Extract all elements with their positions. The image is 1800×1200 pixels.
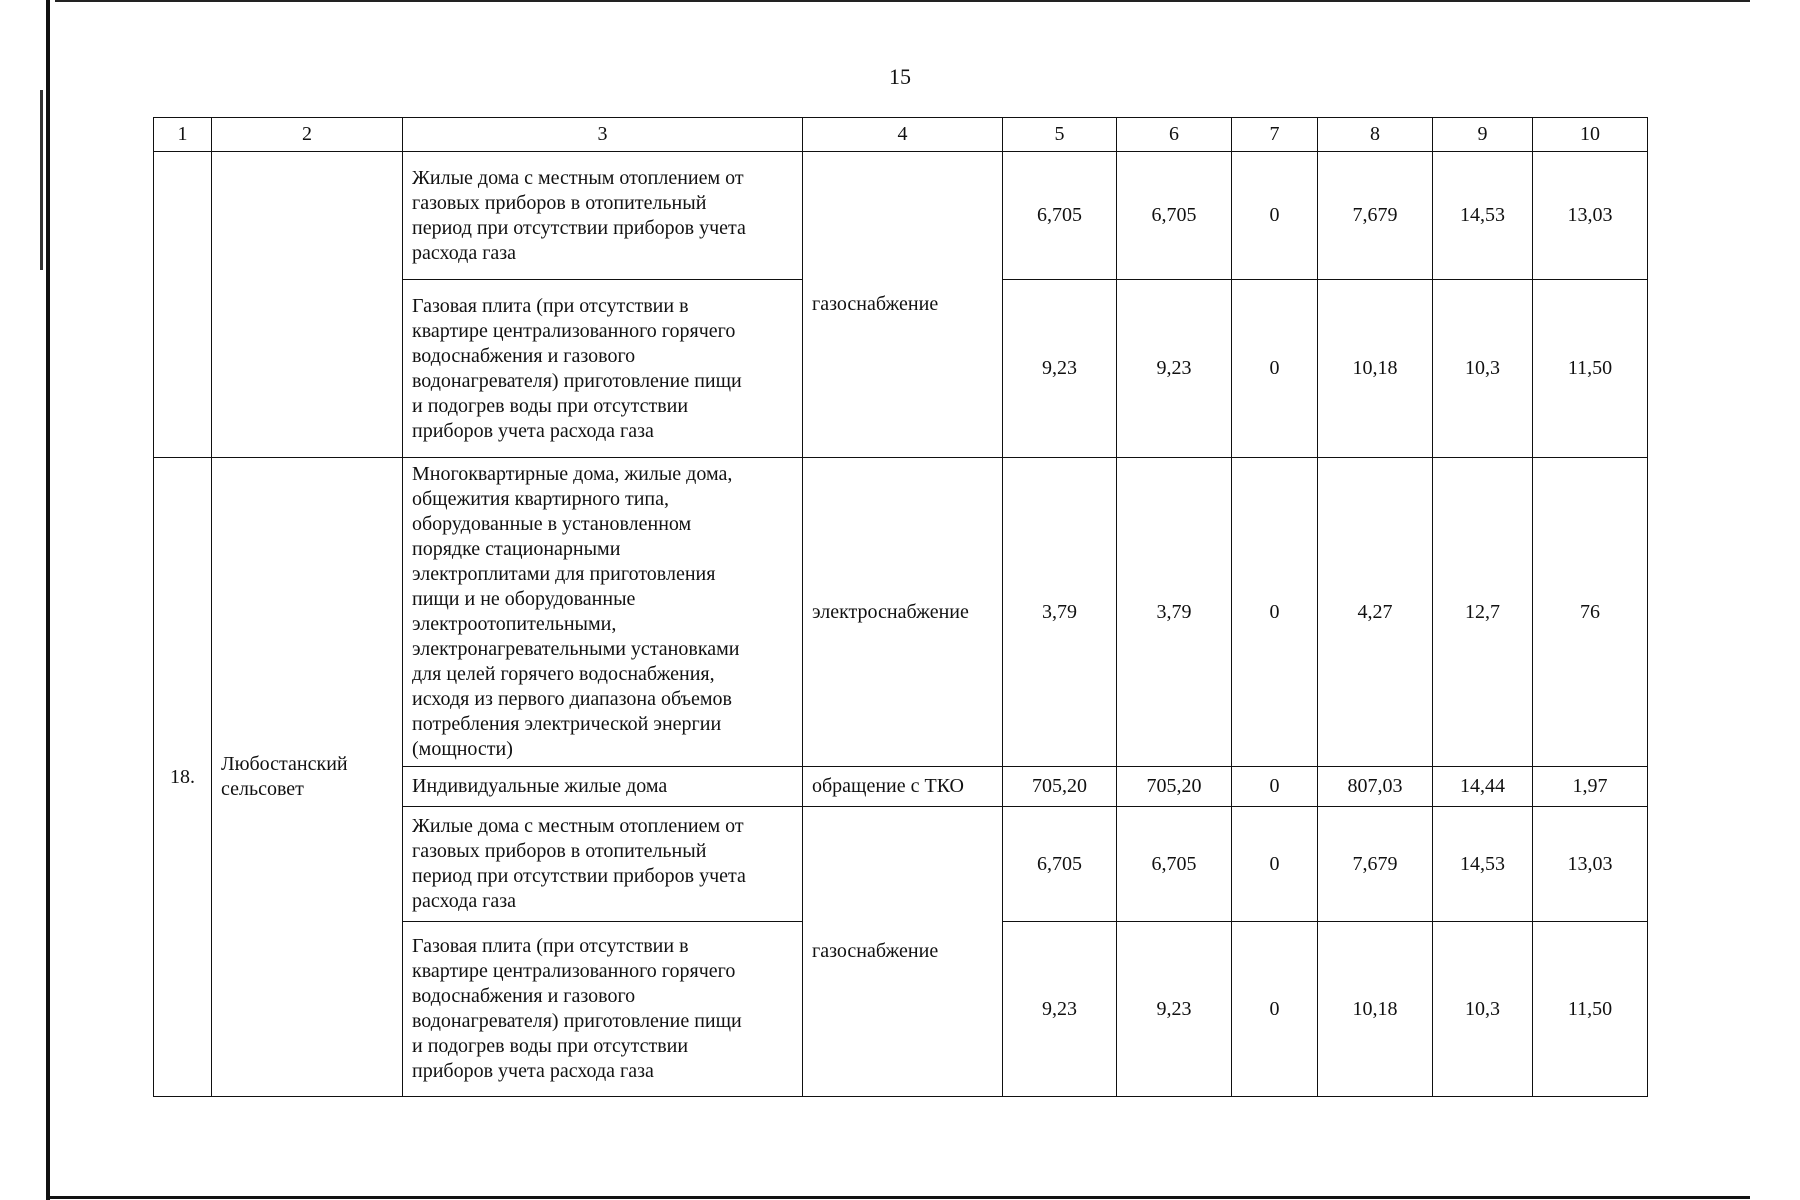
- table-row: [154, 458, 1648, 767]
- value-cell: 0: [1232, 152, 1318, 280]
- settlement-name: сельсовет: [221, 778, 304, 800]
- column-header: 1: [154, 118, 212, 152]
- scan-edge-top: [55, 0, 1750, 2]
- value-cell: 6,705: [1003, 807, 1117, 922]
- service-type: обращение с ТКО: [803, 767, 1003, 807]
- value-cell: 9,23: [1003, 280, 1117, 458]
- column-header: 7: [1232, 118, 1318, 152]
- value-cell: 6,705: [1003, 152, 1117, 280]
- value-cell: 12,7: [1433, 458, 1533, 767]
- settlement-name: Любостанский: [221, 753, 348, 775]
- value-cell: 3,79: [1003, 458, 1117, 767]
- scan-edge-bottom: [50, 1196, 1750, 1199]
- value-cell: 10,3: [1433, 280, 1533, 458]
- value-cell: 807,03: [1318, 767, 1433, 807]
- value-cell: 3,79: [1117, 458, 1232, 767]
- consumer-category: Газовая плита (при отсутствии в квартире централизованного горячего водоснабжения и газового водонагревателя) приготовление пищи и подогрев воды при отсутствии приборов учета расхода газа: [403, 280, 803, 458]
- value-cell: 705,20: [1003, 767, 1117, 807]
- scan-edge-left: [46, 0, 50, 1200]
- service-type: газоснабжение: [803, 807, 1003, 1097]
- scan-edge-left-shadow: [40, 90, 43, 270]
- settlement-cell: [212, 458, 403, 1097]
- value-cell: 13,03: [1533, 152, 1648, 280]
- column-header: 5: [1003, 118, 1117, 152]
- value-cell: 705,20: [1117, 767, 1232, 807]
- column-header: 2: [212, 118, 403, 152]
- tariff-table: [153, 117, 1648, 1097]
- row-index-cell: 18.: [154, 458, 212, 1097]
- service-type: электроснабжение: [803, 458, 1003, 767]
- value-cell: 10,18: [1318, 922, 1433, 1097]
- value-cell: 10,3: [1433, 922, 1533, 1097]
- value-cell: 11,50: [1533, 922, 1648, 1097]
- consumer-category: Многоквартирные дома, жилые дома, общежития квартирного типа, оборудованные в установленном порядке стационарными электроплитами для приготовления пищи и не оборудованные электроотопительными, электронагревательными установками для целей горячего водоснабжения, исходя из первого диапазона объемов потребления электрической энергии (мощности): [403, 458, 803, 767]
- value-cell: 13,03: [1533, 807, 1648, 922]
- header-row: [154, 118, 1648, 152]
- value-cell: 14,53: [1433, 807, 1533, 922]
- value-cell: 76: [1533, 458, 1648, 767]
- value-cell: 6,705: [1117, 807, 1232, 922]
- column-header: 4: [803, 118, 1003, 152]
- value-cell: 7,679: [1318, 152, 1433, 280]
- value-cell: 11,50: [1533, 280, 1648, 458]
- column-header: 10: [1533, 118, 1648, 152]
- consumer-category: Жилые дома с местным отоплением от газовых приборов в отопительный период при отсутствии приборов учета расхода газа: [403, 152, 803, 280]
- page-number: 15: [889, 64, 911, 89]
- row-index-cell: [154, 152, 212, 458]
- value-cell: 0: [1232, 807, 1318, 922]
- value-cell: 9,23: [1117, 280, 1232, 458]
- consumer-category: Индивидуальные жилые дома: [403, 767, 803, 807]
- value-cell: 14,44: [1433, 767, 1533, 807]
- consumer-category: Жилые дома с местным отоплением от газовых приборов в отопительный период при отсутствии приборов учета расхода газа: [403, 807, 803, 922]
- value-cell: 1,97: [1533, 767, 1648, 807]
- value-cell: 9,23: [1003, 922, 1117, 1097]
- value-cell: 10,18: [1318, 280, 1433, 458]
- service-type: газоснабжение: [803, 152, 1003, 458]
- table-row: [154, 152, 1648, 280]
- column-header: 6: [1117, 118, 1232, 152]
- column-header: 9: [1433, 118, 1533, 152]
- consumer-category: Газовая плита (при отсутствии в квартире централизованного горячего водоснабжения и газового водонагревателя) приготовление пищи и подогрев воды при отсутствии приборов учета расхода газа: [403, 922, 803, 1097]
- value-cell: 0: [1232, 458, 1318, 767]
- value-cell: 0: [1232, 280, 1318, 458]
- value-cell: 7,679: [1318, 807, 1433, 922]
- settlement-cell: [212, 152, 403, 458]
- value-cell: 9,23: [1117, 922, 1232, 1097]
- value-cell: 14,53: [1433, 152, 1533, 280]
- value-cell: 0: [1232, 922, 1318, 1097]
- value-cell: 4,27: [1318, 458, 1433, 767]
- column-header: 8: [1318, 118, 1433, 152]
- value-cell: 6,705: [1117, 152, 1232, 280]
- column-header: 3: [403, 118, 803, 152]
- value-cell: 0: [1232, 767, 1318, 807]
